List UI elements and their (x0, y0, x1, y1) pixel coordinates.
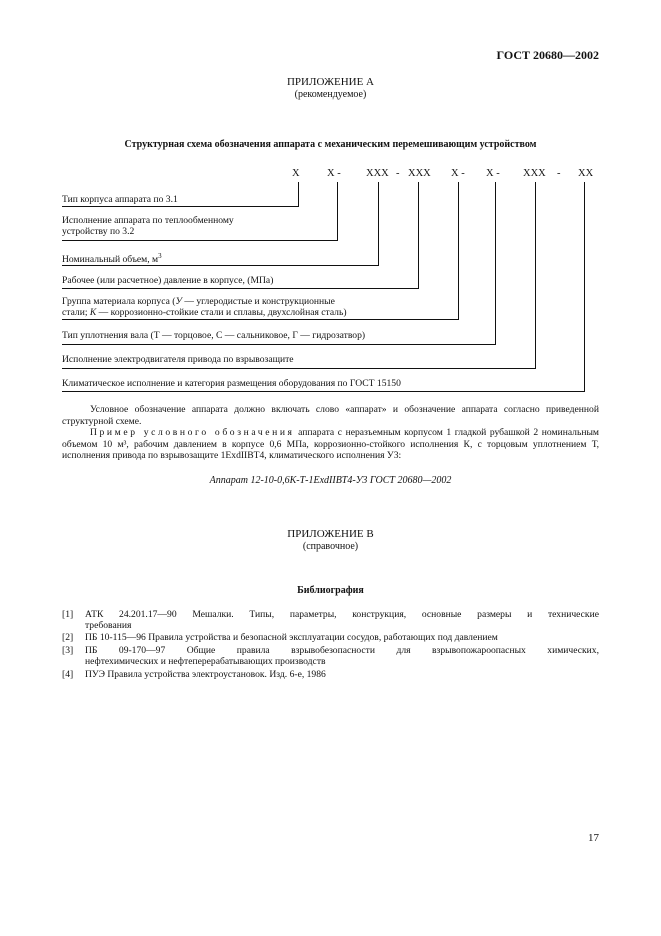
bib-continuation: нефтехимических и нефтеперерабатывающих производств (85, 656, 326, 667)
example-paragraph (62, 427, 599, 462)
code-dash-1: - (396, 168, 400, 179)
code-part-1: X (292, 168, 300, 179)
bib-text: АТК 24.201.17—90 Мешалки. Типы, параметры, конструкция, основные размеры и технические (85, 609, 599, 620)
row-heat-exchange-1: Исполнение аппарата по теплообменному (62, 215, 234, 226)
bib-number: [3] (62, 645, 74, 656)
appendix-a-title: ПРИЛОЖЕНИЕ А (286, 76, 374, 88)
connector-v5 (458, 182, 459, 319)
row-line-7 (62, 368, 536, 369)
row-body-type: Тип корпуса аппарата по 3.1 (62, 194, 178, 205)
row-material-1: Группа материала корпуса (У — углеродистые и конструкционные (62, 296, 335, 307)
connector-v3 (378, 182, 379, 265)
page-number: 17 (588, 832, 599, 844)
code-part-7: XXX (523, 168, 546, 179)
code-part-6: X - (486, 168, 500, 179)
bib-number: [4] (62, 669, 74, 680)
row-line-2 (62, 240, 338, 241)
row-line-4 (62, 288, 419, 289)
connector-v6 (495, 182, 496, 344)
bib-number: [1] (62, 609, 74, 620)
bib-text: ПБ 10-115—96 Правила устройства и безопасной эксплуатации сосудов, работающих под давлением (85, 632, 498, 643)
code-dash-2: - (557, 168, 561, 179)
designation-paragraph: Условное обозначение аппарата должно включать слово «аппарат» и обозначение аппарата согласно приведенной структурной схеме. (62, 404, 599, 427)
code-part-4: XXX (408, 168, 431, 179)
row-material-2: стали; К — коррозионно-стойкие стали и сплавы, двухслойная сталь) (62, 307, 347, 318)
row-line-5 (62, 319, 459, 320)
row-seal-type: Тип уплотнения вала (Т — торцовое, С — сальниковое, Г — гидрозатвор) (62, 330, 366, 341)
connector-v1 (298, 182, 299, 206)
standard-header: ГОСТ 20680—2002 (496, 48, 599, 62)
row-heat-exchange-2: устройству по 3.2 (62, 226, 135, 237)
connector-v2 (337, 182, 338, 240)
bib-continuation: требования (85, 620, 132, 631)
code-part-2: X - (327, 168, 341, 179)
connector-v8 (584, 182, 585, 391)
appendix-b-subtitle: (справочное) (302, 541, 359, 552)
scheme-title: Структурная схема обозначения аппарата с механическим перемешивающим устройством (124, 139, 537, 150)
connector-v4 (418, 182, 419, 288)
appendix-b-title: ПРИЛОЖЕНИЕ В (287, 528, 374, 540)
code-part-3: XXX (366, 168, 389, 179)
row-volume: Номинальный объем, $м^3$ (62, 252, 162, 266)
row-climate: Климатическое исполнение и категория размещения оборудования по ГОСТ 15150 (62, 378, 401, 389)
bib-text: ПУЭ Правила устройства электроустановок. Изд. 6-е, 1986 (85, 669, 326, 680)
example-label: Пример условного обозначения (90, 427, 295, 438)
appendix-a-subtitle: (рекомендуемое) (294, 89, 367, 100)
row-line-8 (62, 391, 585, 392)
row-pressure: Рабочее (или расчетное) давление в корпусе, (МПа) (62, 275, 274, 286)
example-code: Аппарат 12-10-0,6К-Т-1ExdIIBT4-У3 ГОСТ 20680—2002 (209, 475, 452, 486)
example-text: аппарата с неразъемным корпусом 1 гладкой рубашкой 2 номинальным объемом 10 м³, рабочим давлением в корпусе 0,6 МПа, коррозионно-стойкого исполнения К, с торцовым уплотнением Т, исполнения привода по взрывозащите 1ExdIIBT4, климатического исполнения У3: (62, 427, 599, 461)
bib-text: ПБ 09-170—97 Общие правила взрывобезопасности для взрывопожароопасных химических, (85, 645, 599, 656)
row-line-6 (62, 344, 496, 345)
bibliography-title: Библиография (297, 585, 364, 596)
row-explosion-protection: Исполнение электродвигателя привода по взрывозащите (62, 354, 294, 365)
volume-exponent: 3 (158, 252, 162, 260)
code-part-8: XX (578, 168, 594, 179)
row-line-1 (62, 206, 299, 207)
code-part-5: X - (451, 168, 465, 179)
bib-number: [2] (62, 632, 74, 643)
connector-v7 (535, 182, 536, 368)
